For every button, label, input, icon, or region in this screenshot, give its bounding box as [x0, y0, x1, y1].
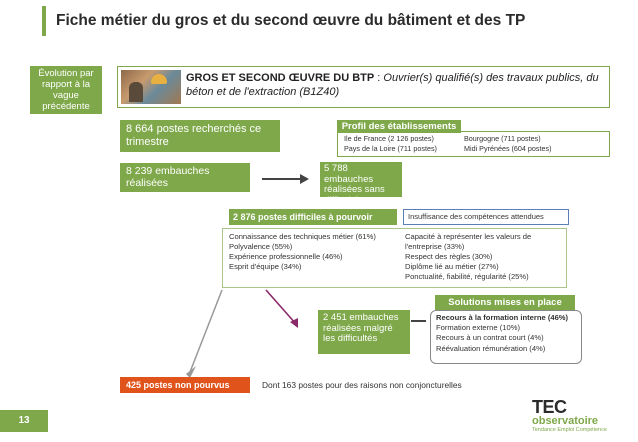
embauches-malgre-box: [318, 310, 410, 354]
job-description: Ouvrier(s) qualifié(s) des travaux publics, du béton et de l'extraction (B1Z40): [186, 72, 599, 98]
profil-left-list: [344, 134, 437, 153]
profil-title: Profil des établissements: [337, 120, 461, 133]
tec-logo: [532, 398, 622, 434]
difficulte-item: Esprit d'équipe (34%): [229, 262, 302, 271]
arrow-to-malgre-line: [266, 290, 296, 324]
solutions-list: [436, 313, 582, 354]
embauches-box: [120, 163, 250, 192]
insuffisance-box: Insuffisance des compétences attendues: [403, 209, 569, 225]
solution-item: Réévaluation rémunération (4%): [436, 343, 546, 353]
difficulte-item: Ponctualité, fiabilité, régularité (25%): [405, 272, 529, 281]
difficiles-title: 2 876 postes difficiles à pourvoir: [229, 209, 397, 225]
arrow-to-malgre-icon: [290, 318, 298, 328]
realisees-sans-difficultes-box: [320, 162, 402, 206]
solutions-title: Solutions mises en place: [435, 295, 575, 310]
difficulte-item: Capacité à représenter les valeurs de l'entreprise (33%): [405, 232, 532, 251]
arrow-right-icon: [300, 174, 309, 184]
worker-icon: [129, 82, 143, 102]
non-pourvus-detail: Dont 163 postes pour des raisons non conjoncturelles: [262, 380, 462, 390]
page-title: Fiche métier du gros et du second œuvre du bâtiment et des TP: [56, 12, 526, 29]
profil-right-list: [464, 134, 552, 153]
solution-item: Recours à la formation interne (46%): [436, 313, 569, 322]
worker-photo: [121, 70, 181, 104]
solutions-connector: [411, 320, 426, 322]
logo-tagline: Tendance Emploi Compétence: [532, 427, 607, 433]
profil-item: Pays de la Loire (711 postes): [344, 143, 437, 153]
solution-item: Formation externe (10%): [436, 323, 520, 333]
job-separator: :: [374, 72, 384, 84]
logo-sub: observatoire: [532, 415, 599, 427]
difficulte-item: Expérience professionnelle (46%): [229, 252, 343, 261]
difficulte-item: Respect des règles (30%): [405, 252, 493, 261]
difficulte-item: Diplôme lié au métier (27%): [405, 262, 499, 271]
non-pourvus-badge: 425 postes non pourvus: [120, 377, 250, 393]
solution-item: Recours à un contrat court (4%): [436, 333, 544, 343]
malgre-label: 2 451 embauches réalisées malgré les difficultés: [323, 312, 399, 344]
evolution-box: [30, 66, 102, 114]
job-title-text: [186, 71, 606, 99]
difficulte-item: Connaissance des techniques métier (61%): [229, 232, 376, 241]
title-accent-bar: [42, 6, 46, 36]
difficiles-right-list: [405, 232, 565, 282]
difficulte-item: Polyvalence (55%): [229, 242, 293, 251]
logo-main: TEC: [532, 397, 567, 417]
page-number: 13: [0, 410, 48, 432]
embauches-label: 8 239 embauches réalisées: [126, 165, 210, 189]
job-domain: GROS ET SECOND ŒUVRE DU BTP: [186, 72, 375, 84]
profil-item: Midi Pyrénées (604 postes): [464, 143, 552, 153]
postes-label: 8 664 postes recherchés ce trimestre: [126, 123, 262, 148]
evolution-label: Évolution par rapport à la vague précédente: [38, 68, 94, 112]
profil-item: Bourgogne (711 postes): [464, 134, 541, 143]
helmet-icon: [151, 74, 167, 84]
arrow-right-line: [262, 178, 302, 180]
realisees-label: 5 788 embauches réalisées sans difficultés: [324, 163, 385, 206]
postes-recherches-box: [120, 120, 280, 152]
difficiles-left-list: [229, 232, 404, 272]
arrow-to-non-pourvus-line: [190, 290, 222, 372]
profil-item: Ile de France (2 126 postes): [344, 134, 434, 143]
